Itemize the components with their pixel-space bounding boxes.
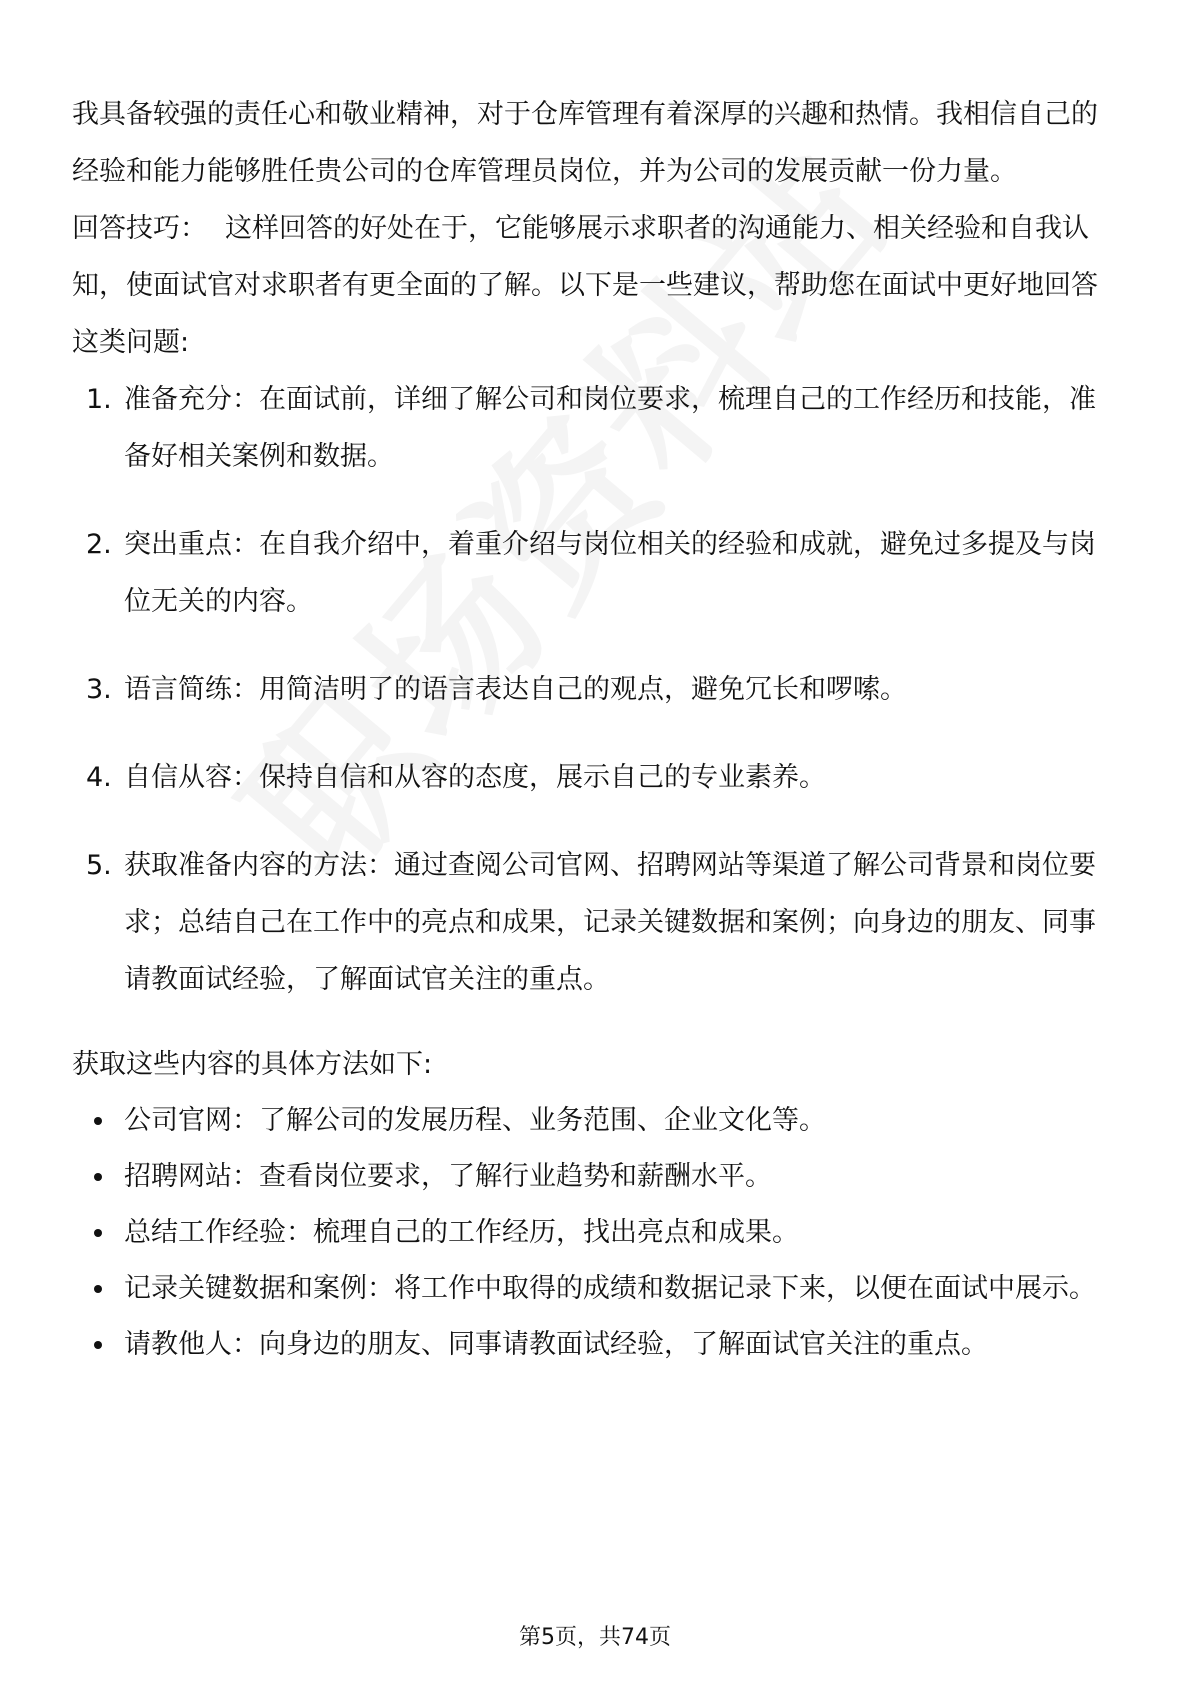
list-item-number: 4. xyxy=(86,762,112,793)
bullet-item-text: 公司官网：了解公司的发展历程、业务范围、企业文化等。 xyxy=(124,1105,826,1136)
methods-intro: 获取这些内容的具体方法如下: xyxy=(72,1049,433,1080)
bullet-item xyxy=(72,1149,1120,1205)
tips-paragraph xyxy=(72,200,1120,371)
list-item-number: 1. xyxy=(86,384,112,415)
bullet-icon xyxy=(94,1117,102,1125)
list-item-number: 3. xyxy=(86,674,112,705)
list-item xyxy=(72,749,1120,806)
bullet-icon xyxy=(94,1285,102,1293)
list-item-text: 准备充分：在面试前，详细了解公司和岗位要求，梳理自己的工作经历和技能，准备好相关案例和数据。 xyxy=(124,384,1096,472)
tips-text: 这样回答的好处在于，它能够展示求职者的沟通能力、相关经验和自我认知，使面试官对求职者有更全面的了解。以下是一些建议，帮助您在面试中更好地回答这类问题: xyxy=(72,213,1098,358)
page-content xyxy=(72,86,1120,1373)
bullet-item-text: 总结工作经验：梳理自己的工作经历，找出亮点和成果。 xyxy=(124,1217,799,1248)
list-item xyxy=(72,661,1120,718)
intro-paragraph: 我具备较强的责任心和敬业精神，对于仓库管理有着深厚的兴趣和热情。我相信自己的经验和能力能够胜任贵公司的仓库管理员岗位，并为公司的发展贡献一份力量。 xyxy=(72,99,1098,187)
list-item xyxy=(72,371,1120,485)
list-item xyxy=(72,516,1120,630)
list-item-text: 语言简练：用简洁明了的语言表达自己的观点，避免冗长和啰嗦。 xyxy=(124,674,907,705)
bullet-icon xyxy=(94,1229,102,1237)
page-number-footer: 第5页，共74页 xyxy=(519,1625,671,1650)
bullet-icon xyxy=(94,1173,102,1181)
tips-label: 回答技巧： xyxy=(72,213,207,244)
bullet-item-text: 招聘网站：查看岗位要求，了解行业趋势和薪酬水平。 xyxy=(124,1161,772,1192)
bullet-icon xyxy=(94,1341,102,1349)
bullet-item xyxy=(72,1317,1120,1373)
list-item xyxy=(72,837,1120,1008)
bullet-item xyxy=(72,1205,1120,1261)
list-item-text: 自信从容：保持自信和从容的态度，展示自己的专业素养。 xyxy=(124,762,826,793)
bullet-item xyxy=(72,1261,1120,1317)
bullet-item-text: 记录关键数据和案例：将工作中取得的成绩和数据记录下来，以便在面试中展示。 xyxy=(124,1273,1096,1304)
list-item-text: 突出重点：在自我介绍中，着重介绍与岗位相关的经验和成就，避免过多提及与岗位无关的内容。 xyxy=(124,529,1096,617)
bullet-item-text: 请教他人：向身边的朋友、同事请教面试经验，了解面试官关注的重点。 xyxy=(124,1329,988,1360)
bullet-item xyxy=(72,1093,1120,1149)
list-item-number: 5. xyxy=(86,850,112,881)
methods-list xyxy=(72,1093,1120,1373)
steps-list xyxy=(72,371,1120,1008)
list-item-number: 2. xyxy=(86,529,112,560)
list-item-text: 获取准备内容的方法：通过查阅公司官网、招聘网站等渠道了解公司背景和岗位要求；总结自己在工作中的亮点和成果，记录关键数据和案例；向身边的朋友、同事请教面试经验，了解面试官关注的重点。 xyxy=(124,850,1096,995)
